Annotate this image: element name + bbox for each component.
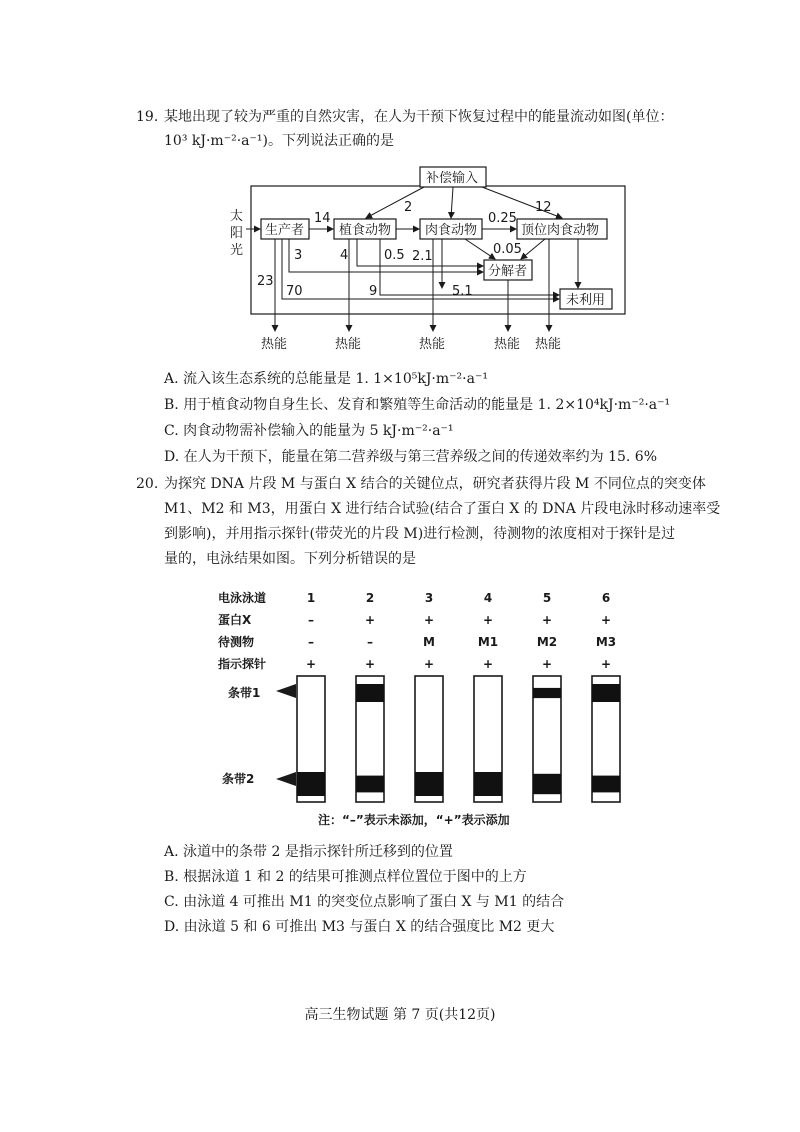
q19-number: 19. bbox=[136, 109, 159, 125]
heat-label-3: 热能 bbox=[419, 337, 446, 352]
lane-6-number: 6 bbox=[601, 591, 611, 605]
gel-note: 注：“–”表示未添加，“+”表示添加 bbox=[318, 813, 510, 827]
value-14: 14 bbox=[314, 211, 331, 226]
page-footer: 高三生物试题 第 7 页(共12页) bbox=[304, 1007, 496, 1023]
value-70: 70 bbox=[286, 284, 303, 299]
value-9: 9 bbox=[369, 284, 378, 299]
value-12: 12 bbox=[535, 200, 552, 215]
band2-pointer-icon bbox=[276, 772, 296, 786]
band2-label: 条带2 bbox=[222, 772, 255, 786]
lane-2-protein: + bbox=[364, 613, 376, 627]
lane-3-protein: + bbox=[423, 613, 435, 627]
q19-option-b: B. 用于植食动物自身生长、发育和繁殖等生命活动的能量是 1. 2×10⁴kJ·m⁻²·a⁻¹ bbox=[164, 397, 671, 413]
lane-5-band2 bbox=[533, 774, 561, 794]
arrow-comp-carnivore bbox=[451, 187, 453, 218]
q20-option-a: A. 泳道中的条带 2 是指示探针所迁移到的位置 bbox=[164, 844, 453, 860]
q19-option-d: D. 在人为干预下，能量在第二营养级与第三营养级之间的传递效率约为 15. 6% bbox=[164, 449, 657, 465]
lane-6-band1 bbox=[592, 684, 620, 702]
row-label-probe: 指示探针 bbox=[218, 657, 267, 671]
value-3: 3 bbox=[294, 248, 303, 263]
value-2-1: 2.1 bbox=[412, 249, 433, 264]
arrow-top-decomposer bbox=[521, 239, 545, 259]
heat-label-5: 热能 bbox=[535, 337, 562, 352]
value-4: 4 bbox=[340, 248, 349, 263]
compensation-label: 补偿输入 bbox=[426, 171, 479, 186]
top-carnivore-label: 顶位肉食动物 bbox=[521, 223, 600, 238]
q20-stem-line1: 为探究 DNA 片段 M 与蛋白 X 结合的关键位点，研究者获得片段 M 不同位点的突变体 bbox=[164, 476, 706, 492]
q20-option-b: B. 根据泳道 1 和 2 的结果可推测点样位置位于图中的上方 bbox=[164, 869, 527, 885]
lane-2-number: 2 bbox=[365, 591, 375, 605]
lane-1-test: – bbox=[308, 635, 314, 649]
lane-5-band1 bbox=[533, 688, 561, 698]
energy-flow-diagram bbox=[0, 0, 800, 360]
value-0-5: 0.5 bbox=[384, 248, 405, 263]
q20-stem-line3: 到影响)，并用指示探针(带荧光的片段 M)进行检测，待测物的浓度相对于探针是过 bbox=[164, 526, 676, 542]
herbivore-label: 植食动物 bbox=[339, 223, 392, 238]
q19-option-c: C. 肉食动物需补偿输入的能量为 5 kJ·m⁻²·a⁻¹ bbox=[164, 423, 454, 439]
lane-5-number: 5 bbox=[542, 591, 552, 605]
value-23: 23 bbox=[257, 274, 274, 289]
decomposer-label: 分解者 bbox=[488, 264, 528, 279]
lane-4-probe: + bbox=[482, 657, 494, 671]
q20-option-d: D. 由泳道 5 和 6 可推出 M3 与蛋白 X 的结合强度比 M2 更大 bbox=[164, 919, 555, 935]
carnivore-label: 肉食动物 bbox=[425, 223, 478, 238]
lane-4-protein: + bbox=[482, 613, 494, 627]
arrow-carnivore-decomposer bbox=[465, 239, 495, 259]
lane-5-test: M2 bbox=[536, 635, 558, 649]
lane-4-number: 4 bbox=[483, 591, 493, 605]
lane-3-band2 bbox=[415, 772, 443, 796]
q20-stem-line4: 量的，电泳结果如图。下列分析错误的是 bbox=[164, 551, 416, 567]
lane-1-band2 bbox=[297, 772, 325, 796]
band1-pointer-icon bbox=[276, 684, 296, 698]
q19-option-a: A. 流入该生态系统的总能量是 1. 1×10⁵kJ·m⁻²·a⁻¹ bbox=[164, 371, 488, 387]
lane-3-number: 3 bbox=[424, 591, 434, 605]
q19-stem-line1: 某地出现了较为严重的自然灾害，在人为干预下恢复过程中的能量流动如图(单位： bbox=[164, 109, 674, 125]
lane-3-test: M bbox=[423, 635, 435, 649]
heat-label-2: 热能 bbox=[335, 337, 362, 352]
lane-1-number: 1 bbox=[306, 591, 316, 605]
lane-2-band2 bbox=[356, 776, 384, 793]
q19-stem-line2: 10³ kJ·m⁻²·a⁻¹)。下列说法正确的是 bbox=[164, 133, 394, 149]
lane-6-protein: + bbox=[600, 613, 612, 627]
gel-electrophoresis-figure bbox=[0, 580, 800, 840]
lane-4-test: M1 bbox=[477, 635, 499, 649]
value-5-1: 5.1 bbox=[452, 284, 473, 299]
lane-4-band2 bbox=[474, 772, 502, 796]
sun-label-2: 阳 bbox=[230, 226, 244, 241]
sun-label-1: 太 bbox=[230, 209, 244, 224]
lane-3-probe: + bbox=[423, 657, 435, 671]
lane-5-probe: + bbox=[541, 657, 553, 671]
lane-2-band1 bbox=[356, 684, 384, 702]
value-0-05: 0.05 bbox=[493, 242, 522, 257]
q20-stem-line2: M1、M2 和 M3，用蛋白 X 进行结合试验(结合了蛋白 X 的 DNA 片段电泳时移动速率受 bbox=[164, 501, 721, 517]
sun-label-3: 光 bbox=[230, 243, 244, 258]
arrow-comp-herbivore bbox=[366, 187, 424, 218]
producer-label: 生产者 bbox=[265, 223, 305, 238]
row-label-protein: 蛋白X bbox=[218, 613, 252, 627]
lane-5-protein: + bbox=[541, 613, 553, 627]
value-2: 2 bbox=[404, 200, 413, 215]
lane-1-probe: + bbox=[305, 657, 317, 671]
lane-6-band2 bbox=[592, 776, 620, 793]
heat-label-1: 热能 bbox=[261, 337, 288, 352]
lane-2-probe: + bbox=[364, 657, 376, 671]
heat-label-4: 热能 bbox=[494, 337, 521, 352]
lane-1-protein: – bbox=[308, 613, 314, 627]
q20-option-c: C. 由泳道 4 可推出 M1 的突变位点影响了蛋白 X 与 M1 的结合 bbox=[164, 894, 565, 910]
q20-number: 20. bbox=[136, 476, 159, 492]
band1-label: 条带1 bbox=[228, 686, 261, 700]
unused-label: 未利用 bbox=[566, 293, 606, 308]
value-0-25: 0.25 bbox=[488, 211, 517, 226]
row-label-lane: 电泳泳道 bbox=[218, 591, 267, 605]
lane-6-test: M3 bbox=[595, 635, 617, 649]
row-label-test: 待测物 bbox=[218, 635, 255, 649]
lane-6-probe: + bbox=[600, 657, 612, 671]
lane-2-test: – bbox=[367, 635, 373, 649]
